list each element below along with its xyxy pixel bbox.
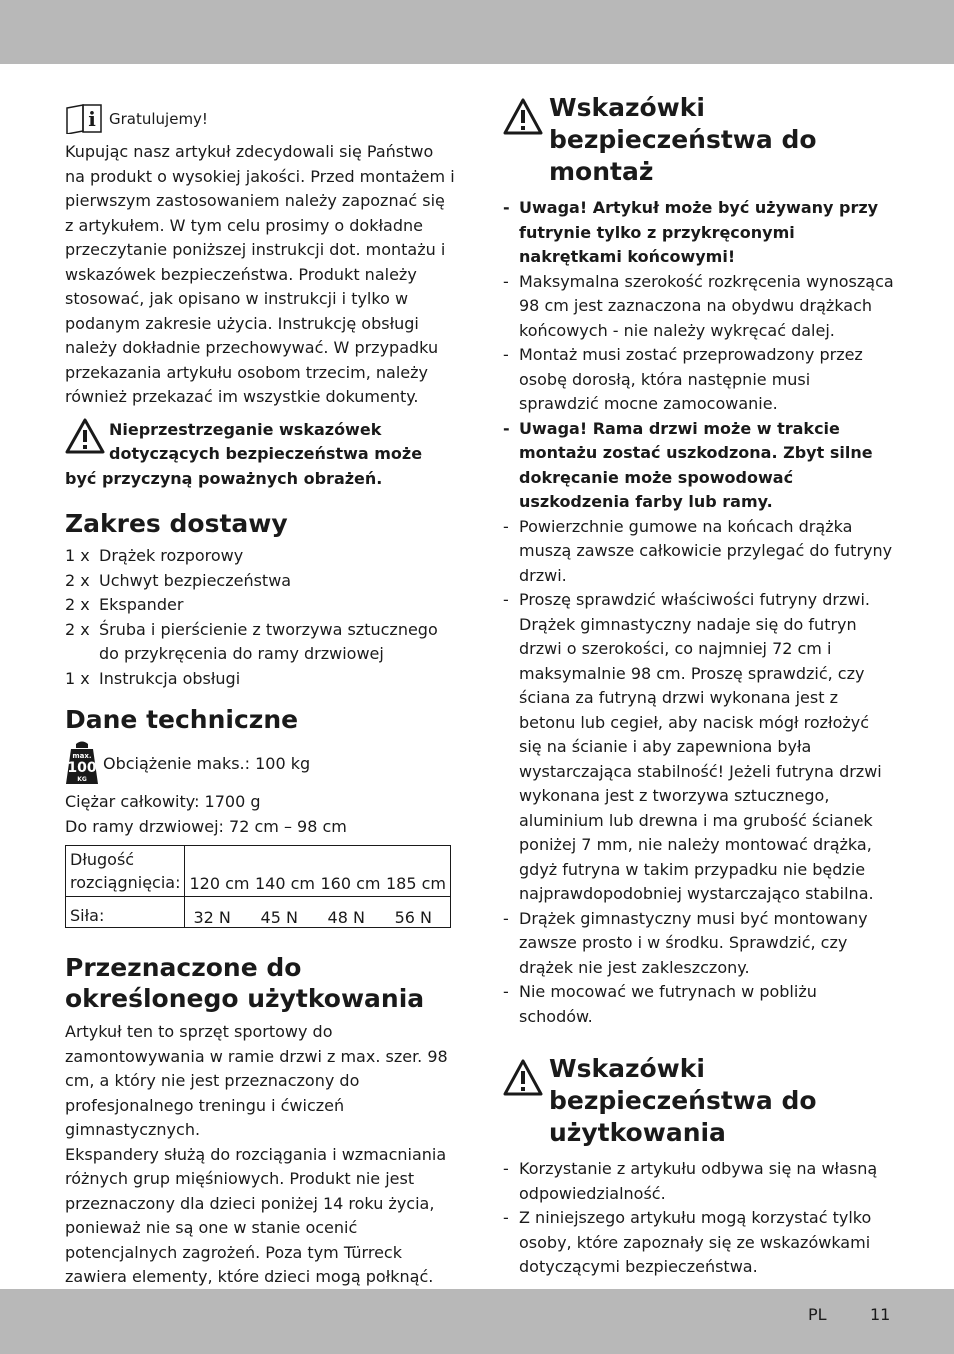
- mounting-header: [503, 92, 895, 188]
- weight-icon-unit: KG: [77, 776, 87, 783]
- delivery-qty: 1 x: [65, 668, 90, 688]
- warning-icon: [503, 98, 543, 136]
- mounting-rule: - Maksymalna szerokość rozkręcenia wynosząca 98 cm jest zaznaczona na obydwu drążkach końcowych - nie należy wykręcać dalej.: [503, 270, 895, 344]
- delivery-heading: Zakres dostawy: [65, 509, 288, 538]
- intro-header: [65, 104, 455, 134]
- length-row: [66, 846, 451, 897]
- delivery-list: [65, 544, 455, 691]
- mounting-rule: - Uwaga! Rama drzwi może w trakcie montażu zostać uszkodzona. Zbyt silne dokręcanie może spowodować uszkodzenia farby lub ramy.: [503, 417, 895, 515]
- delivery-text: Śruba i pierścienie z tworzywa sztucznego do przykręcenia do ramy drzwiowej: [99, 619, 438, 663]
- mounting-rule: - Nie mocować we futrynach w pobliżu schodów.: [503, 980, 895, 1029]
- force-value: 32 N: [193, 908, 231, 927]
- tech-table: [65, 845, 451, 928]
- delivery-item: [65, 569, 455, 594]
- intended-p1: Artykuł ten to sprzęt sportowy do zamontowywania w ramie drzwi z max. szer. 98 cm, a który nie jest przeznaczony do profesjonalnego treningu i ćwiczeń gimnastycznych.: [65, 1022, 448, 1139]
- weight-icon-top: max.: [72, 752, 92, 760]
- intended-heading: Przeznaczone do określonego użytkowania: [65, 953, 425, 1013]
- tech-heading: Dane techniczne: [65, 705, 299, 734]
- intro-warning-text: Nieprzestrzeganie wskazówek dotyczących bezpieczeństwa może być przyczyną poważnych obrażeń.: [65, 419, 423, 488]
- usage-heading: Wskazówki bezpieczeństwa do użytkowania: [549, 1054, 817, 1147]
- warning-icon: [65, 418, 105, 454]
- force-row: [66, 897, 451, 928]
- mounting-rule: - Proszę sprawdzić właściwości futryny drzwi. Drążek gimnastyczny nadaje się do futryn drzwi o szerokości, co najmniej 72 cm i maksymalnie 98 cm. Proszę sprawdzić, czy ściana za futryną drzwi wykonana jest z betonu lub cegieł, aby nacisk mógł rozłożyć się na ścianie i aby zapewniona była wystarczająca stabilność! Jeżeli futryna drzwi wykonana jest z tworzywa sztucznego, aluminium lub drewna i ma grubość ścianek poniżej 7 mm, nie należy montować drążka, gdyż futryna w takim przypadku nie będzie najprawdopodobniej wystarczająco stabilna.: [503, 588, 895, 907]
- delivery-item: [65, 618, 455, 667]
- svg-text:i: i: [88, 107, 96, 131]
- mounting-list: [503, 196, 895, 1029]
- intended-p2: Ekspandery służą do rozciągania i wzmacniania różnych grup mięśniowych. Produkt nie jest przeznaczony dla dzieci poniżej 14 roku życia, ponieważ nie są one w stanie ocenić potencjalnych zagrożeń. Poza tym Türreck zawiera elementy, które dzieci mogą połknąć.: [65, 1144, 447, 1286]
- length-values: [185, 846, 451, 897]
- mounting-rule: - Powierzchnie gumowe na końcach drążka muszą zawsze całkowicie przylegać do futryny drzwi.: [503, 515, 895, 589]
- mounting-rule: - Uwaga! Artykuł może być używany przy futrynie tylko z przykręconymi nakrętkami końcowymi!: [503, 196, 895, 270]
- weight-icon-value: 100: [67, 760, 97, 776]
- delivery-text: Uchwyt bezpieczeństwa: [99, 570, 292, 590]
- length-label: Długość rozciągnięcia:: [66, 846, 185, 897]
- length-value: 120 cm: [189, 874, 250, 893]
- force-label: Siła:: [66, 897, 185, 928]
- header-band: [0, 0, 954, 64]
- intro-title: Gratulujemy!: [109, 110, 208, 128]
- mounting-heading: Wskazówki bezpieczeństwa do montaż: [549, 93, 817, 186]
- right-column: [503, 92, 895, 1280]
- delivery-text: Ekspander: [99, 595, 184, 614]
- usage-rule: - Z niniejszego artykułu mogą korzystać tylko osoby, które zapoznały się ze wskazówkami dotyczącymi bezpieczeństwa.: [503, 1206, 895, 1280]
- usage-header: [503, 1053, 895, 1149]
- door-frame-range: Do ramy drzwiowej: 72 cm – 98 cm: [65, 816, 347, 836]
- mounting-rule: - Montaż musi zostać przeprowadzony przez osobę dorosłą, która następnie musi sprawdzić mocne zamocowanie.: [503, 343, 895, 417]
- page-number: 11: [870, 1305, 891, 1324]
- length-value: 160 cm: [320, 874, 381, 893]
- delivery-qty: 1 x: [65, 546, 90, 565]
- delivery-qty: 2 x: [65, 619, 90, 639]
- max-load: Obciążenie maks.: 100 kg: [103, 753, 311, 773]
- max-load-row: [65, 740, 455, 786]
- footer-language: PL: [808, 1305, 827, 1324]
- left-column: [65, 104, 455, 1290]
- manual-info-icon: [65, 104, 103, 134]
- delivery-qty: 2 x: [65, 595, 90, 614]
- delivery-item: [65, 544, 455, 569]
- intro-warning: [65, 418, 455, 492]
- warning-icon: [503, 1059, 543, 1097]
- total-weight: Ciężar całkowity: 1700 g: [65, 792, 261, 811]
- delivery-qty: 2 x: [65, 570, 90, 590]
- delivery-text: Drążek rozporowy: [99, 546, 244, 565]
- usage-list: [503, 1157, 895, 1280]
- delivery-item: [65, 667, 455, 692]
- length-value: 185 cm: [385, 874, 446, 893]
- force-value: 45 N: [260, 908, 298, 927]
- force-value: 56 N: [394, 908, 432, 927]
- usage-rule: - Korzystanie z artykułu odbywa się na własną odpowiedzialność.: [503, 1157, 895, 1206]
- delivery-text: Instrukcja obsługi: [99, 668, 241, 688]
- max-weight-icon: [65, 740, 99, 786]
- intro-body: Kupując nasz artykuł zdecydowali się Państwo na produkt o wysokiej jakości. Przed montażem i pierwszym zastosowaniem należy zapoznać się z artykułem. W tym celu prosimy o dokładne przeczytanie poniższej instrukcji dot. montażu i wskazówek bezpieczeństwa. Produkt należy stosować, jak opisano w instrukcji i tylko w podanym zakresie użycia. Instrukcję obsługi należy dokładnie przechowywać. W przypadku przekazania artykułu osobom trzecim, należy również przekazać im wszystkie dokumenty.: [65, 142, 455, 406]
- delivery-item: [65, 593, 455, 618]
- length-value: 140 cm: [254, 874, 315, 893]
- force-values: [185, 897, 451, 928]
- force-value: 48 N: [327, 908, 365, 927]
- mounting-rule: - Drążek gimnastyczny musi być montowany zawsze prosto i w środku. Sprawdzić, czy drążek nie jest zakleszczony.: [503, 907, 895, 981]
